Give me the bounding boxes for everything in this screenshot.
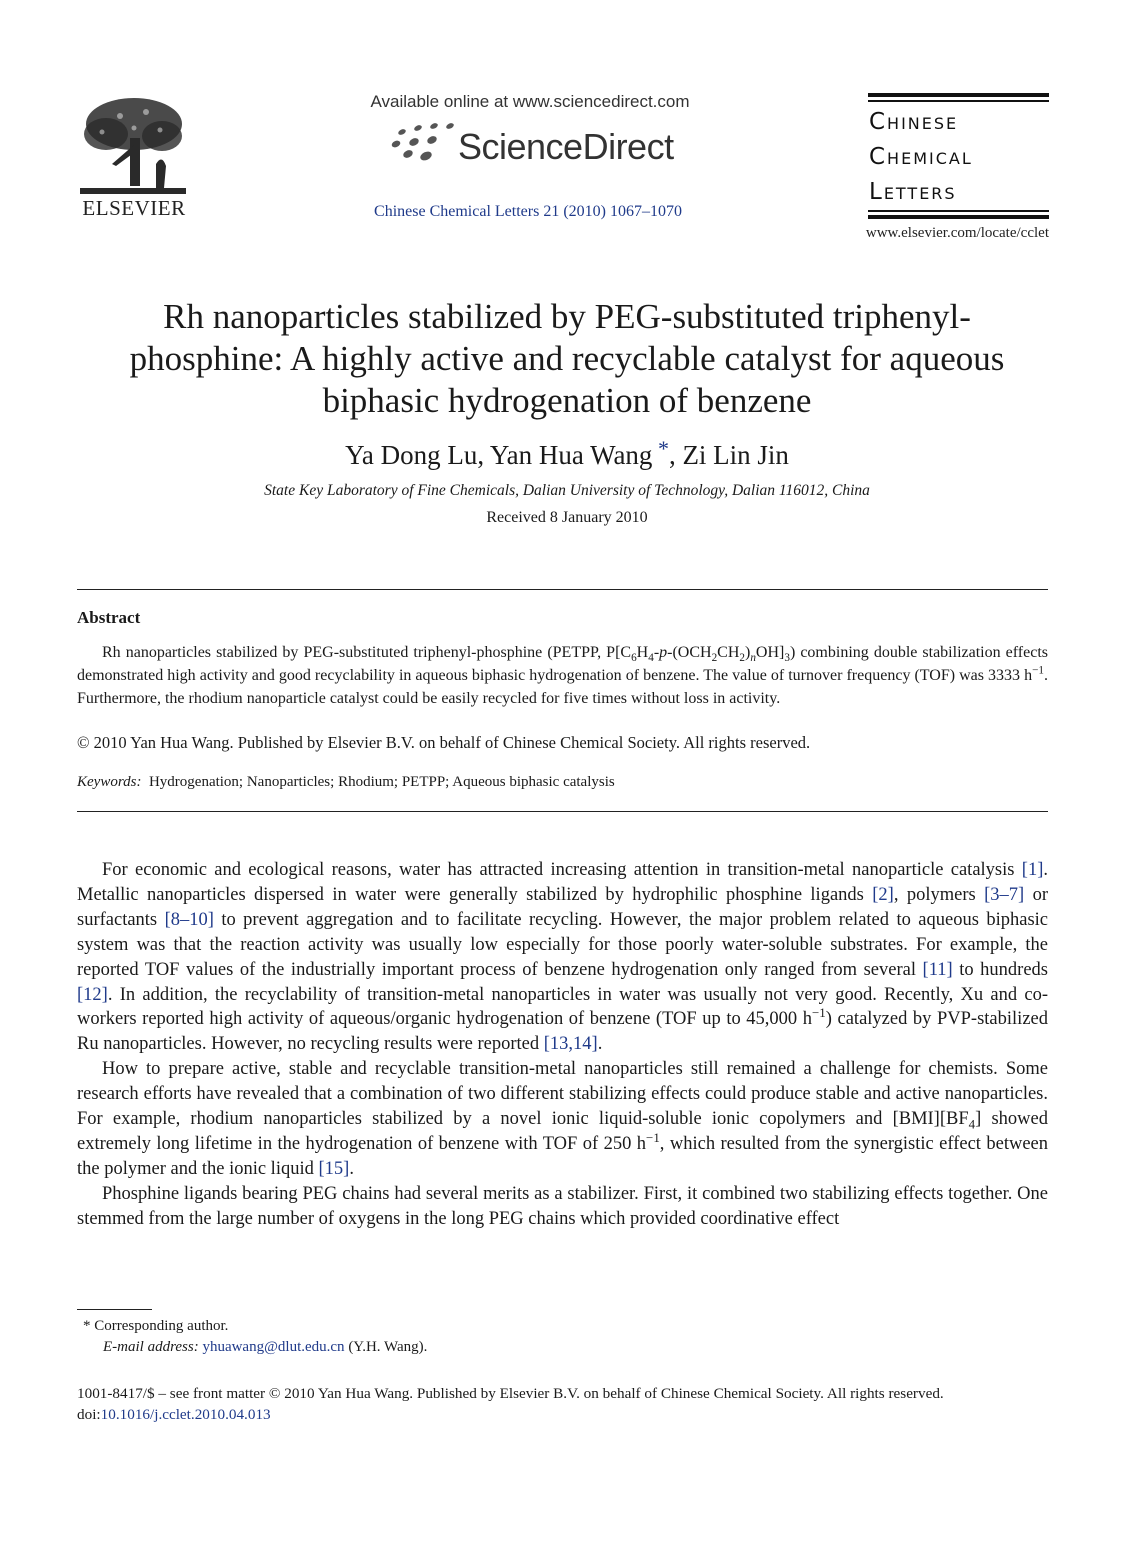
- author-list: Ya Dong Lu, Yan Hua Wang *, Zi Lin Jin: [345, 436, 789, 470]
- doi-label: doi:: [77, 1406, 101, 1423]
- corresponding-author-label: Corresponding author.: [94, 1318, 229, 1334]
- keywords-label: Keywords:: [77, 774, 142, 790]
- email-suffix: (Y.H. Wang).: [348, 1339, 428, 1355]
- citation-ref-link[interactable]: [12]: [77, 984, 108, 1005]
- email-link[interactable]: yhuawang@dlut.edu.cn: [202, 1339, 345, 1355]
- author-name: Zi Lin Jin: [682, 440, 789, 470]
- citation-ref-link[interactable]: [1]: [1021, 860, 1044, 880]
- superscript: −1: [646, 1129, 660, 1145]
- divider: [77, 589, 1048, 590]
- author-name: Yan Hua Wang: [489, 440, 653, 470]
- citation-ref-link[interactable]: [3–7]: [984, 884, 1025, 905]
- subscript: 2: [739, 652, 745, 665]
- citation-ref-link[interactable]: [13,14]: [543, 1034, 598, 1055]
- keywords: [77, 774, 1048, 791]
- superscript: −1: [812, 1005, 826, 1021]
- citation-ref-link[interactable]: [2]: [872, 884, 894, 905]
- journal-citation-link[interactable]: Chinese Chemical Letters 21 (2010) 1067–1070: [374, 203, 682, 220]
- subscript: 3: [784, 652, 790, 665]
- body-paragraph: For economic and ecological reasons, water has attracted increasing attention in transition-metal nanoparticle catalysis [1]. Metallic nanoparticles dispersed in water were generally stabilized by hydrophilic phosphine ligands [2], polymers [3–7] or surfactants [8–10] to prevent aggregation and to facilitate recycling. However, the major problem related to aqueous biphasic system was that the reaction activity was usually low especially for those poorly water-soluble substrates. For example, the reported TOF values of the industrially important process of benzene hydrogenation only ranged from several [11] to hundreds [12]. In addition, the recyclability of transition-metal nanoparticles in water was usually not very good. Recently, Xu and co-workers reported high activity of aqueous/organic hydrogenation of benzene (TOF up to 45,000 $h^{-1}$) catalyzed by PVP-stabilized Ru nanoparticles. However, no recycling results were reported [13,14].: [77, 860, 1048, 1055]
- sciencedirect-wordmark: ScienceDirect: [458, 126, 674, 167]
- email-label: E-mail address:: [103, 1339, 199, 1355]
- divider: [77, 811, 1048, 812]
- author-name: Ya Dong Lu: [345, 440, 478, 470]
- subscript: 4: [968, 1116, 976, 1132]
- subscript: 2: [711, 652, 718, 665]
- subscript: 4: [648, 652, 654, 665]
- keywords-list: Hydrogenation; Nanoparticles; Rhodium; PETPP; Aqueous biphasic catalysis: [148, 774, 615, 790]
- subscript: 6: [631, 652, 637, 665]
- citation-ref-link[interactable]: [11]: [922, 959, 953, 980]
- journal-name-line: Letters: [869, 179, 957, 205]
- italic-text: p: [659, 644, 668, 661]
- citation-ref-link[interactable]: [15]: [318, 1158, 350, 1179]
- superscript: −1: [1032, 664, 1044, 677]
- article-title: Rh nanoparticles stabilized by PEG-substituted triphenyl-phosphine: A highly active and recyclable catalyst for aqueous biphasic hydrogenation of benzene: [129, 297, 1005, 420]
- front-matter: [77, 1383, 1048, 1425]
- journal-name-line: Chemical: [869, 144, 973, 170]
- citation-ref-link[interactable]: [8–10]: [164, 909, 214, 930]
- doi-link[interactable]: 10.1016/j.cclet.2010.04.013: [100, 1406, 271, 1423]
- journal-masthead: [868, 93, 1049, 220]
- body-text: [77, 858, 1048, 1232]
- abstract-text: Rh nanoparticles stabilized by PEG-substituted triphenyl-phosphine (PETPP, $P[C_6H_4-p-(OCH_2CH_2)_nOH]_3$) combining double stabilization effects demonstrated high activity and good recyclability in aqueous biphasic hydrogenation of benzene. The value of turnover frequency (TOF) was 3333 $h^{-1}$. Furthermore, the rhodium nanoparticle catalyst could be easily recycled for five times without loss in activity.: [77, 644, 1048, 707]
- footnote: [83, 1316, 983, 1358]
- sciencedirect-dots-icon: [388, 118, 462, 168]
- body-paragraph: Phosphine ligands bearing PEG chains had several merits as a stabilizer. First, it combined two stabilizing effects together. One stemmed from the large number of oxygens in the long PEG chains which provided coordinative effect: [77, 1183, 1048, 1229]
- journal-url: www.elsevier.com/locate/cclet: [865, 225, 1049, 241]
- subscript: n: [750, 652, 756, 665]
- body-paragraph: How to prepare active, stable and recyclable transition-metal nanoparticles still remained a challenge for chemists. Some research efforts have revealed that a combination of two different stabilizing effects could produce stable and active nanoparticles. For example, rhodium nanoparticles stabilized by a novel ionic liquid-soluble ionic copolymers and $[BMI][BF_4]$ showed extremely long lifetime in the hydrogenation of benzene with TOF of 250 $h^{-1}$, which resulted from the synergistic effect between the polymer and the ionic liquid [15].: [77, 1059, 1049, 1179]
- footnote-mark: *: [83, 1318, 91, 1334]
- abstract-copyright: © 2010 Yan Hua Wang. Published by Elsevier B.V. on behalf of Chinese Chemical Society. All rights reserved.: [77, 733, 811, 752]
- received-date: Received 8 January 2010: [486, 509, 648, 526]
- issn-statement: 1001-8417/$ – see front matter © 2010 Yan Hua Wang. Published by Elsevier B.V. on behalf of Chinese Chemical Society. All rights reserved.: [77, 1385, 944, 1402]
- abstract-heading: Abstract: [77, 608, 141, 627]
- corresponding-author-mark[interactable]: *: [652, 436, 669, 461]
- journal-name-line: Chinese: [869, 109, 959, 135]
- author-affiliation: State Key Laboratory of Fine Chemicals, Dalian University of Technology, Dalian 116012, China: [264, 482, 870, 499]
- available-online-text: Available online at www.sciencedirect.com: [370, 92, 690, 111]
- publisher-name: ELSEVIER: [82, 196, 186, 220]
- footnote-divider: [77, 1309, 152, 1310]
